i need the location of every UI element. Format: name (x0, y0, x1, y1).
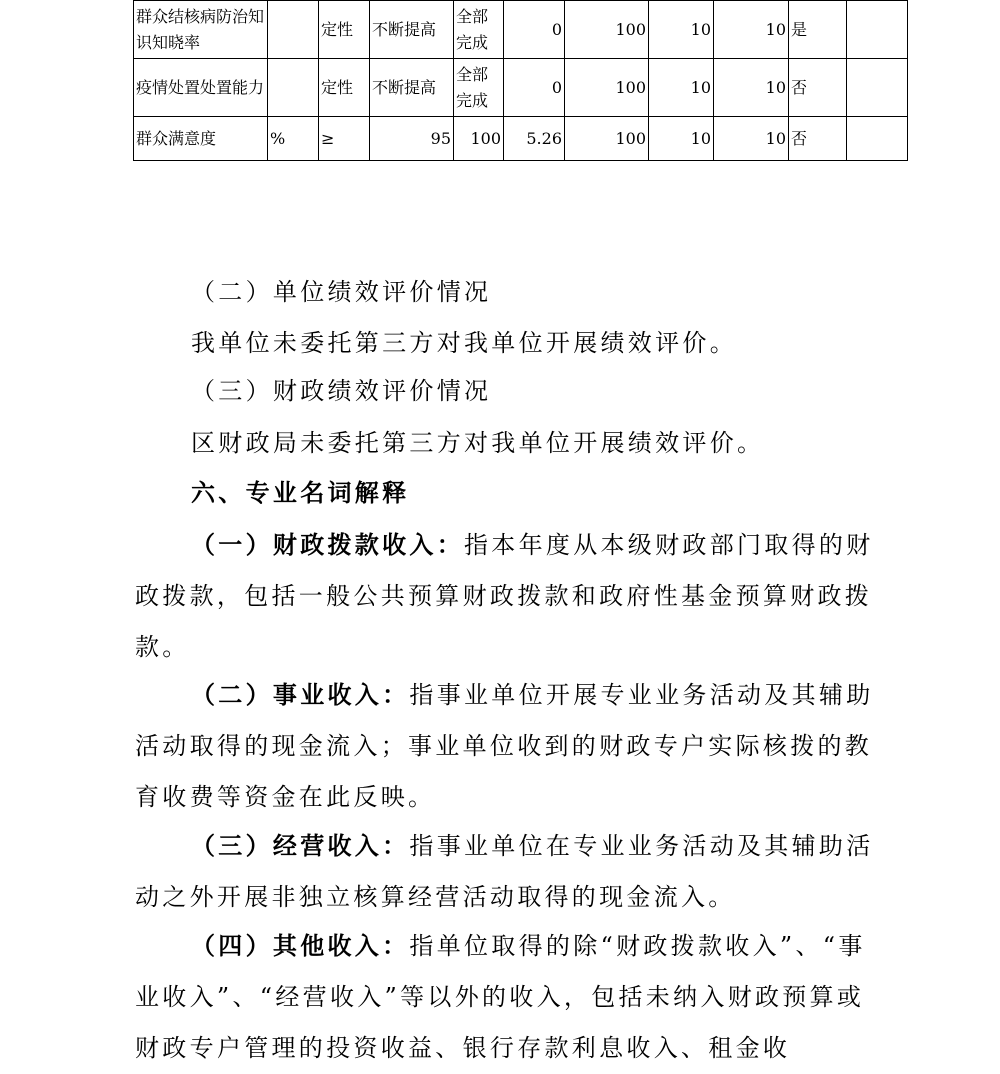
weight-cell: 10 (649, 117, 714, 161)
score-cell: 10 (714, 1, 789, 59)
remark-cell (847, 59, 908, 117)
actual-cell: 全部完成 (454, 59, 504, 117)
term-paragraph (135, 920, 880, 1074)
term-label: （一）财政拨款收入： (191, 530, 464, 559)
term-label: （二）事业收入： (191, 680, 410, 709)
term-paragraph (135, 820, 880, 923)
deviation-cell: 5.26 (504, 117, 565, 161)
term-paragraph (135, 519, 880, 673)
term-paragraph (135, 669, 880, 823)
term-definition: 指事业单位在专业业务活动及其辅助活动之外开展非独立核算经营活动取得的现金流入。 (135, 832, 874, 911)
target-cell: 95 (370, 117, 454, 161)
unit-cell (268, 59, 319, 117)
indicator-cell: 群众结核病防治知识知晓率 (134, 1, 268, 59)
type-cell: 定性 (319, 1, 370, 59)
table-row (134, 59, 908, 117)
target-cell: 不断提高 (370, 1, 454, 59)
unit-eval-heading: （二）单位绩效评价情况 (191, 278, 492, 306)
indicator-cell: 疫情处置处置能力 (134, 59, 268, 117)
weight-cell: 10 (649, 59, 714, 117)
type-cell: ≥ (319, 117, 370, 161)
term-label: （三）经营收入： (191, 831, 410, 860)
score-cell: 10 (714, 59, 789, 117)
score-max-cell: 100 (565, 1, 649, 59)
target-cell: 不断提高 (370, 59, 454, 117)
actual-cell: 全部完成 (454, 1, 504, 59)
type-cell: 定性 (319, 59, 370, 117)
actual-cell: 100 (454, 117, 504, 161)
unit-eval-body: 我单位未委托第三方对我单位开展绩效评价。 (191, 329, 737, 357)
weight-cell: 10 (649, 1, 714, 59)
flag-cell: 否 (789, 117, 847, 161)
performance-indicator-table (133, 0, 908, 161)
flag-cell: 是 (789, 1, 847, 59)
deviation-cell: 0 (504, 59, 565, 117)
term-definition: 指单位取得的除“财政拨款收入”、“事业收入”、“经营收入”等以外的收入，包括未纳入财政预算或财政专户管理的投资收益、银行存款利息收入、租金收 (135, 932, 866, 1062)
score-cell: 10 (714, 117, 789, 161)
remark-cell (847, 117, 908, 161)
fiscal-eval-body: 区财政局未委托第三方对我单位开展绩效评价。 (191, 429, 765, 457)
score-max-cell: 100 (565, 59, 649, 117)
term-definition: 指本年度从本级财政部门取得的财政拨款，包括一般公共预算财政拨款和政府性基金预算财政拨款。 (135, 531, 874, 661)
term-label: （四）其他收入： (191, 931, 410, 960)
indicator-cell: 群众满意度 (134, 117, 268, 161)
flag-cell: 否 (789, 59, 847, 117)
table-row (134, 1, 908, 59)
deviation-cell: 0 (504, 1, 565, 59)
remark-cell (847, 1, 908, 59)
unit-cell: % (268, 117, 319, 161)
unit-cell (268, 1, 319, 59)
terms-heading: 六、专业名词解释 (191, 478, 410, 507)
fiscal-eval-heading: （三）财政绩效评价情况 (191, 377, 492, 405)
term-definition: 指事业单位开展专业业务活动及其辅助活动取得的现金流入；事业单位收到的财政专户实际核拨的教育收费等资金在此反映。 (135, 681, 874, 811)
score-max-cell: 100 (565, 117, 649, 161)
table-row (134, 117, 908, 161)
